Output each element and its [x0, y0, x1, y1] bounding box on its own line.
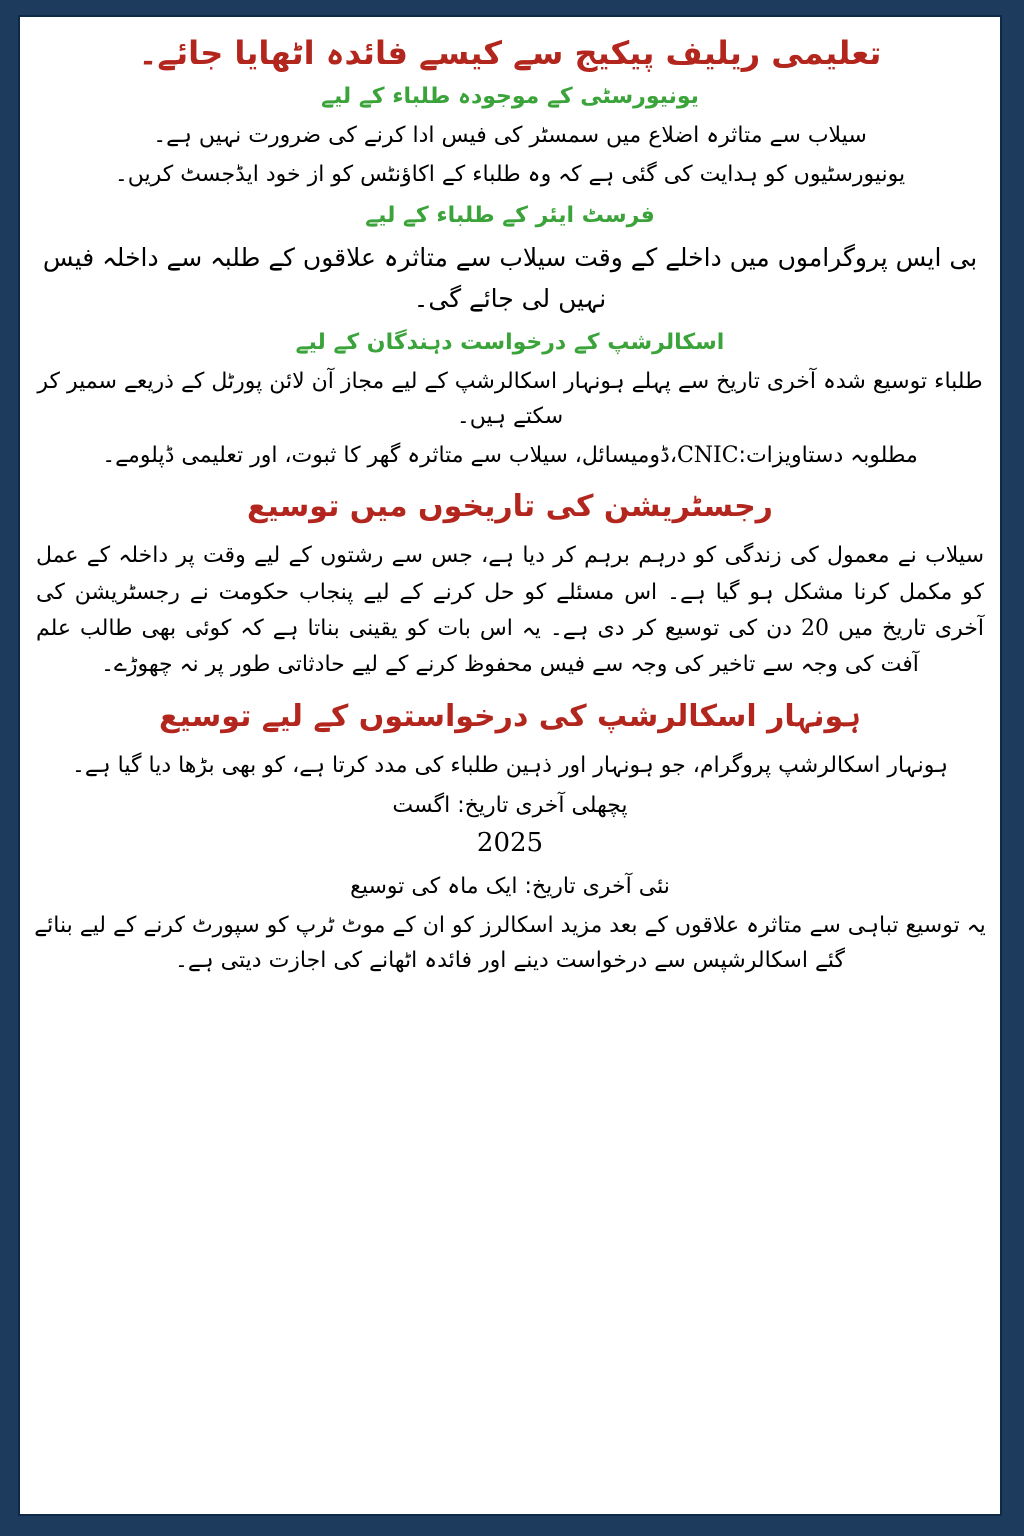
new-deadline: نئی آخری تاریخ: ایک ماہ کی توسیع	[350, 873, 670, 899]
merit-scholarship-closing: یہ توسیع تباہی سے متاثرہ علاقوں کے بعد مزید اسکالرز کو ان کے موٹ ٹرپ کو سپورٹ کرنے کے لیے بنائے گئے اسکالرشپس سے درخواست دینے اور فائدہ اٹھانے کی اجازت دیتی ہے۔	[34, 912, 986, 973]
first-year-text: بی ایس پروگراموں میں داخلے کے وقت سیلاب سے متاثرہ علاقوں کے طلبہ سے داخلہ فیس نہیں لی جائے گی۔	[42, 242, 978, 313]
page-title: تعلیمی ریلیف پیکیج سے کیسے فائدہ اٹھایا جائے۔	[138, 34, 882, 72]
required-documents-prefix: مطلوبہ دستاویزات:	[738, 443, 918, 469]
registration-text-part-2: دن کی توسیع کر دی ہے۔ یہ اس بات کو یقینی بناتا ہے کہ کوئی بھی طالب علم آفت کی وجہ سے تاخیر کی وجہ سے فیس محفوظ کرنے کے لیے حادثاتی طور پر نہ چھوڑے۔	[36, 615, 919, 678]
previous-deadline-year: 2025	[476, 827, 544, 858]
scholarship-applicants-text: طلباء توسیع شدہ آخری تاریخ سے پہلے ہونہار اسکالرشپ کے لیے مجاز آن لائن پورٹل کے ذریعے سمیر کر سکتے ہیں۔	[37, 368, 983, 429]
registration-text-part-1: سیلاب نے معمول کی زندگی کو درہم برہم کر دیا ہے، جس سے رشتوں کے لیے وقت پر داخلہ کے عمل کو مکمل کرنا مشکل ہو گیا ہے۔ اس مسئلے کو حل کرنے کے لیے پنجاب حکومت نے رجسٹریشن کی آخری تاریخ میں	[36, 543, 984, 641]
current-students-line-1: سیلاب سے متاثرہ اضلاع میں سمسٹر کی فیس ادا کرنے کی ضرورت نہیں ہے۔	[153, 122, 867, 148]
page-frame	[18, 15, 1002, 1516]
first-year-heading: فرسٹ ایئر کے طلباء کے لیے	[365, 202, 655, 228]
required-documents-suffix: ،ڈومیسائل، سیلاب سے متاثرہ گھر کا ثبوت، اور تعلیمی ڈپلومے۔	[102, 443, 677, 469]
previous-deadline-label: پچھلی آخری تاریخ: اگست	[392, 792, 628, 818]
registration-heading: رجسٹریشن کی تاریخوں میں توسیع	[247, 489, 773, 525]
cnic-label: CNIC	[676, 443, 739, 469]
document-content	[20, 17, 1000, 978]
merit-scholarship-heading: ہونہار اسکالرشپ کی درخواستوں کے لیے توسیع	[159, 699, 861, 735]
required-documents	[32, 438, 988, 473]
scholarship-applicants-heading: اسکالرشپ کے درخواست دہندگان کے لیے	[295, 330, 725, 356]
current-students-heading: یونیورسٹی کے موجودہ طلباء کے لیے	[321, 84, 699, 109]
merit-scholarship-intro: ہونہار اسکالرشپ پروگرام، جو ہونہار اور ذہین طلباء کی مدد کرتا ہے، کو بھی بڑھا دیا گیا ہے۔	[72, 753, 948, 779]
registration-text	[36, 538, 984, 683]
registration-days: 20	[801, 615, 830, 641]
current-students-line-2: یونیورسٹیوں کو ہدایت کی گئی ہے کہ وہ طلباء کے اکاؤنٹس کو از خود ایڈجسٹ کریں۔	[114, 161, 906, 187]
